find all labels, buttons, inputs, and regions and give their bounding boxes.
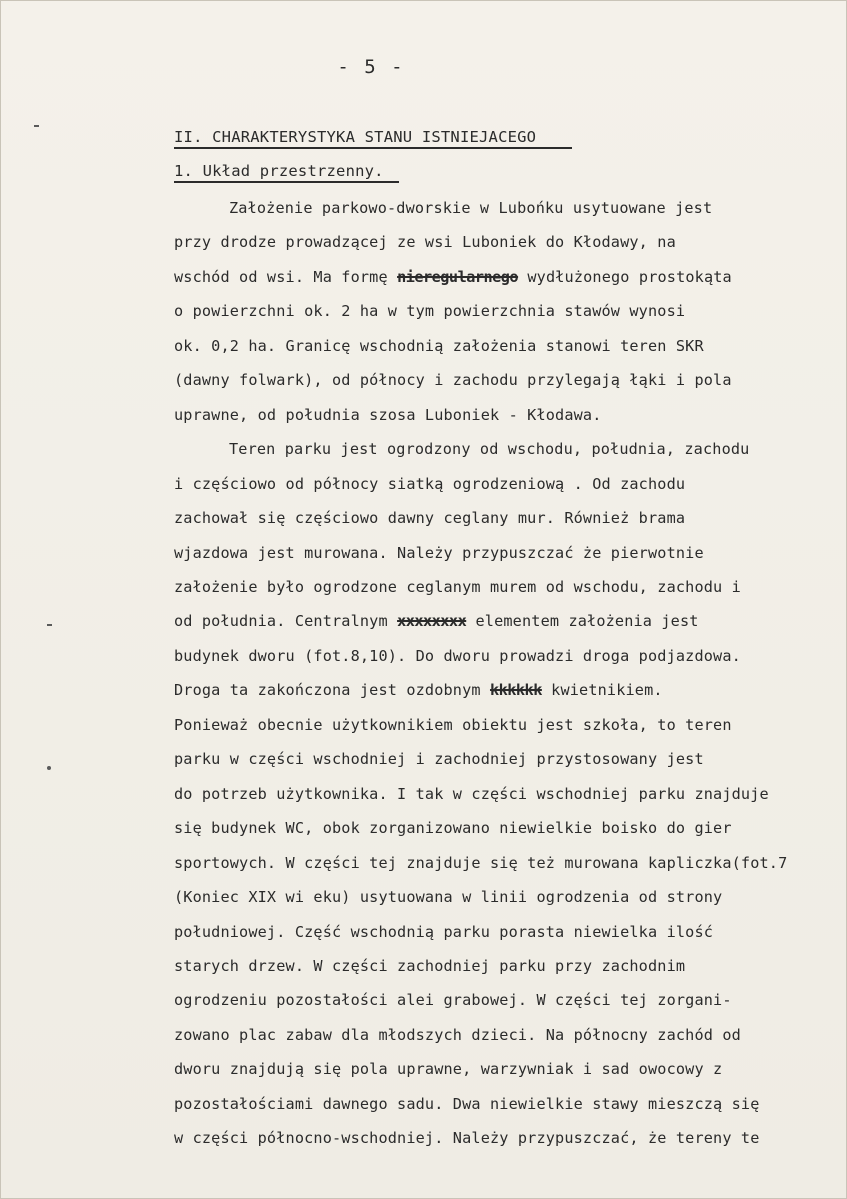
text-line: ok. 0,2 ha. Granicę wschodnią założenia stanowi teren SKR	[174, 336, 704, 355]
text-line: sportowych. W części tej znajduje się też murowana kapliczka(fot.7	[174, 853, 788, 872]
text-line: budynek dworu (fot.8,10). Do dworu prowadzi droga podjazdowa.	[174, 646, 741, 665]
struck-out-text: xxxxxxxx	[397, 612, 467, 631]
text-line: i częściowo od północy siatką ogrodzeniową . Od zachodu	[174, 474, 686, 493]
text-line: zowano plac zabaw dla młodszych dzieci. Na północny zachód od	[174, 1025, 741, 1044]
text-fragment: wydłużonego prostokąta	[518, 267, 732, 286]
text-fragment: elementem założenia jest	[466, 612, 699, 631]
text-fragment: wschód od wsi. Ma formę	[174, 267, 398, 286]
section-heading-text: II. CHARAKTERYSTYKA STANU ISTNIEJACEGO	[174, 128, 537, 146]
text-line: do potrzeb użytkownika. I tak w części wschodniej parku znajduje	[174, 784, 769, 803]
text-line: starych drzew. W części zachodniej parku przy zachodnim	[174, 956, 686, 975]
text-line: parku w części wschodniej i zachodniej przystosowany jest	[174, 750, 704, 769]
text-line: pozostałościami dawnego sadu. Dwa niewielkie stawy mieszczą się	[174, 1094, 760, 1113]
margin-mark	[47, 624, 52, 626]
struck-out-text: nieregularnego	[397, 267, 519, 286]
text-line: zachował się częściowo dawny ceglany mur. Również brama	[174, 509, 686, 528]
text-line: Teren parku jest ogrodzony od wschodu, południa, zachodu	[229, 440, 750, 459]
text-line: południowej. Część wschodnią parku porasta niewielka ilość	[174, 922, 714, 941]
subsection-heading-text: 1. Układ przestrzenny.	[174, 162, 384, 180]
text-line: Założenie parkowo-dworskie w Lubońku usytuowane jest	[229, 199, 713, 217]
text-line: założenie było ogrodzone ceglanym murem od wschodu, zachodu i	[174, 577, 741, 596]
body-text	[174, 191, 834, 1156]
text-line: (Koniec XIX wi eku) usytuowana w linii ogrodzenia od strony	[174, 888, 723, 907]
text-line: w części północno-wschodniej. Należy przypuszczać, że tereny te	[174, 1129, 760, 1148]
text-line: wjazdowa jest murowana. Należy przypuszczać że pierwotnie	[174, 543, 704, 562]
heading-underline	[174, 147, 572, 149]
text-line: ogrodzeniu pozostałości alei grabowej. W części tej zorgani-	[174, 991, 732, 1010]
text-line: przy drodze prowadzącej ze wsi Luboniek do Kłodawy, na	[174, 233, 676, 252]
text-fragment: kwietnikiem.	[541, 681, 663, 700]
section-heading	[174, 128, 572, 149]
text-line	[174, 604, 834, 638]
text-line: Ponieważ obecnie użytkownikiem obiektu jest szkoła, to teren	[174, 715, 732, 734]
heading-underline	[174, 181, 399, 183]
margin-mark	[34, 125, 39, 127]
text-line: o powierzchni ok. 2 ha w tym powierzchnia stawów wynosi	[174, 302, 686, 321]
text-line: się budynek WC, obok zorganizowano niewielkie boisko do gier	[174, 819, 732, 838]
subsection-heading	[174, 162, 399, 183]
text-fragment: od południa. Centralnym	[174, 612, 398, 631]
text-line: uprawne, od południa szosa Luboniek - Kłodawa.	[174, 405, 602, 424]
struck-out-text: kkkkkk	[489, 681, 542, 700]
text-line: dworu znajdują się pola uprawne, warzywniak i sad owocowy z	[174, 1060, 723, 1079]
text-line: (dawny folwark), od północy i zachodu przylegają łąki i pola	[174, 371, 732, 390]
text-line	[174, 673, 834, 707]
margin-mark	[47, 766, 51, 770]
text-line	[174, 260, 834, 294]
text-fragment: Droga ta zakończona jest ozdobnym	[174, 681, 490, 700]
page-number: - 5 -	[337, 56, 405, 78]
